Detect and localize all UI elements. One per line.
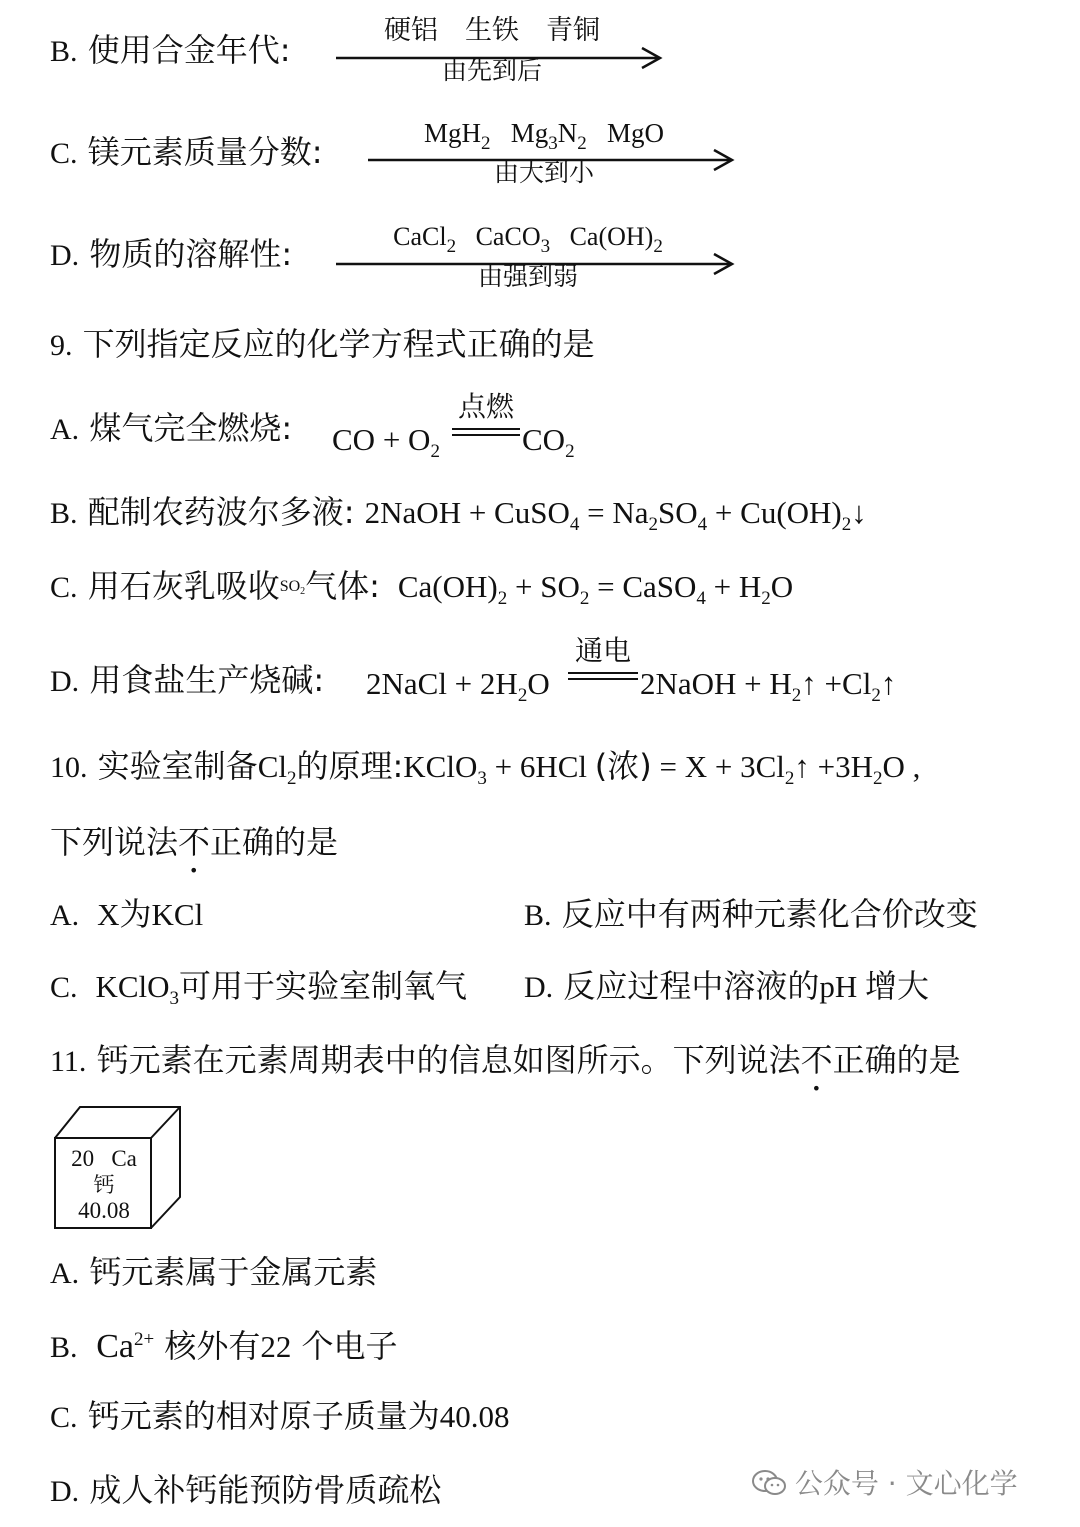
- q10-option-c: C. KClO$_3$可用于实验室制氧气: [50, 967, 468, 1009]
- q11-option-c: C. 钙元素的相对原子质量为40.08: [50, 1397, 510, 1435]
- q11-option-b: B. $Ca^{2+}$ 核外有22 个电子: [50, 1327, 398, 1365]
- q9b-equation: 2NaOH + CuSO$_4$ = $Na_2SO_4$ + $Cu(OH)_2↓$: [364, 495, 867, 535]
- q9-option-a: A. 煤气完全燃烧:: [50, 409, 293, 447]
- element-card-name: 钙: [93, 1173, 115, 1197]
- q9c-so2-small: $SO_2$: [279, 578, 306, 597]
- q10c-kclo3: KClO$_3$: [87, 969, 180, 1009]
- q10a-kcl: KCl: [151, 897, 204, 932]
- q11-option-d: D. 成人补钙能预防骨质疏松: [50, 1471, 442, 1509]
- q9a-equals: [452, 428, 520, 436]
- wechat-icon: [752, 1469, 786, 1497]
- q9d-products: 2NaOH + $H_2↑$ $+Cl_2↑$: [640, 666, 897, 706]
- q9d-condition: 通电: [574, 634, 631, 667]
- q10-cl2: $Cl_2$: [257, 749, 297, 789]
- q8-option-b: B. 使用合金年代:: [50, 31, 291, 69]
- q10-option-b: B. 反应中有两种元素化合价改变: [524, 895, 978, 933]
- q8d-arrow: CaCl$_2$ CaCO$_3$ $Ca(OH)_2$ 由强到弱: [336, 214, 738, 294]
- q8d-formulas: CaCl$_2$ CaCO$_3$ $Ca(OH)_2$: [393, 222, 663, 257]
- q8c-formulas: MgH$_2$ $Mg_3N_2$ MgO: [423, 118, 665, 154]
- q9-stem: 9. 下列指定反应的化学方程式正确的是: [50, 325, 595, 363]
- q8-option-d: D. 物质的溶解性:: [50, 235, 293, 273]
- q11-option-a: A. 钙元素属于金属元素: [50, 1253, 378, 1291]
- watermark: 公众号 · 文心化学: [752, 1462, 1018, 1502]
- q9d-equals: [568, 672, 638, 680]
- q10-equation-b: = $X + 3Cl_2↑ +3H_2O$ ,: [651, 749, 921, 789]
- q10-stem-line2: 下列说法不正确的是: [50, 823, 339, 861]
- q10d-ph: pH: [819, 969, 865, 1004]
- q10a-x: X: [89, 897, 120, 932]
- q8b-arrow: 硬铝 生铁 青铜 由先到后: [336, 8, 666, 88]
- q11-stem: 11. 钙元素在元素周期表中的信息如图所示。下列说法不正确的是: [50, 1041, 961, 1079]
- q9d-reactants: 2NaCl + $2H_2O$: [366, 666, 550, 706]
- q9a-reactants: CO + $O_2$: [332, 422, 440, 462]
- element-card-mass: 40.08: [78, 1198, 130, 1223]
- element-card-top: 20 Ca: [71, 1146, 137, 1171]
- q10-option-a: A. X为KCl: [50, 895, 204, 933]
- q8c-arrow: MgH$_2$ $Mg_3N_2$ MgO 由大到小: [368, 110, 738, 190]
- q9a-condition: 点燃: [457, 390, 514, 423]
- q9-option-b: B. 配制农药波尔多液: 2NaOH + CuSO$_4$ = $Na_2SO_4$ + $Cu(OH)_2↓$: [50, 493, 867, 535]
- q8-option-c: C. 镁元素质量分数:: [50, 133, 323, 171]
- q10-stem: 10. 实验室制备$Cl_2$的原理:KClO$_3$ + 6HCl (浓) = $X + 3Cl_2↑ +3H_2O$ ,: [50, 747, 921, 789]
- q9c-equation: $Ca(OH)_2 + SO_2$ = CaSO$_4$ + $H_2O$: [390, 569, 794, 609]
- q9a-product: $CO_2$: [522, 422, 575, 462]
- q10-equation-a: KClO$_3$ + 6HCl: [403, 749, 595, 789]
- q9-option-c: C. 用石灰乳吸收$SO_2$气体: $Ca(OH)_2 + SO_2$ = CaSO$_4$ + $H_2O$: [50, 567, 794, 609]
- q10-option-d: D. 反应过程中溶液的pH 增大: [524, 967, 930, 1005]
- q9-option-d: D. 用食盐生产烧碱:: [50, 661, 325, 699]
- q11b-ca2plus: $Ca^{2+}$: [87, 1328, 155, 1365]
